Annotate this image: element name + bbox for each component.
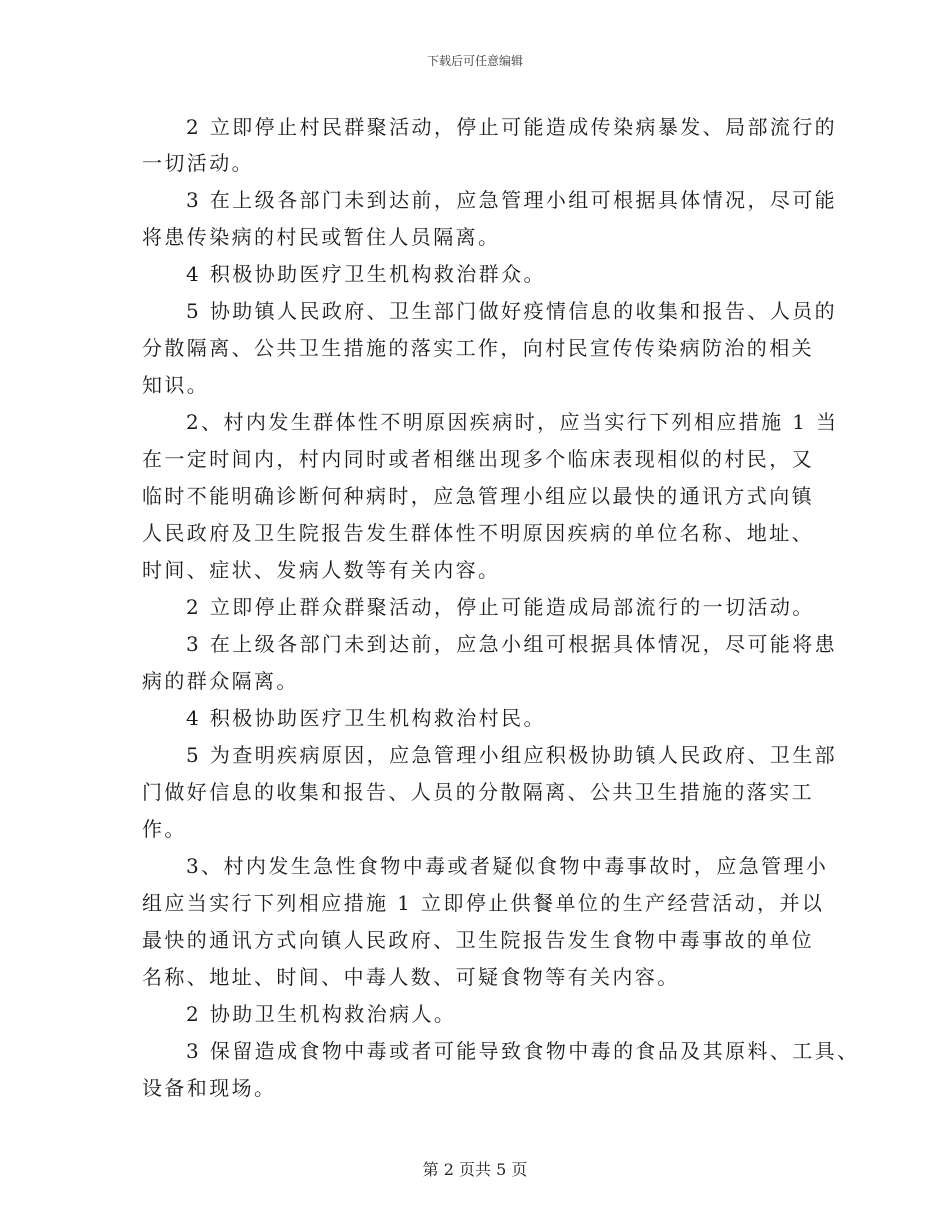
- text-line: 设备和现场。: [142, 1076, 277, 1100]
- text-line: 名称、地址、时间、中毒人数、可疑食物等有关内容。: [142, 965, 680, 989]
- text-line: 3 在上级各部门未到达前，应急小组可根据具体情况，尽可能将患: [186, 632, 838, 656]
- text-line: 知识。: [142, 373, 210, 397]
- text-line: 最快的通讯方式向镇人民政府、卫生院报告发生食物中毒事故的单位: [142, 928, 814, 952]
- text-line: 4 积极协助医疗卫生机构救治村民。: [186, 706, 546, 730]
- page-header: 下载后可任意编辑: [426, 54, 523, 68]
- text-line: 病的群众隔离。: [142, 669, 299, 693]
- text-line: 2 立即停止村民群聚活动，停止可能造成传染病暴发、局部流行的: [186, 115, 838, 139]
- text-line: 5 为查明疾病原因，应急管理小组应积极协助镇人民政府、卫生部: [186, 743, 838, 767]
- text-line: 作。: [142, 817, 187, 841]
- text-line: 2、村内发生群体性不明原因疾病时，应当实行下列相应措施 1 当: [186, 410, 839, 434]
- text-line: 3 保留造成食物中毒或者可能导致食物中毒的食品及其原料、工具、: [186, 1039, 860, 1063]
- text-line: 一切活动。: [142, 151, 254, 175]
- text-line: 4 积极协助医疗卫生机构救治群众。: [186, 262, 546, 286]
- text-line: 3、村内发生急性食物中毒或者疑似食物中毒事故时，应急管理小: [186, 854, 829, 878]
- text-line: 5 协助镇人民政府、卫生部门做好疫情信息的收集和报告、人员的: [186, 299, 838, 323]
- text-line: 人民政府及卫生院报告发生群体性不明原因疾病的单位名称、地址、: [142, 521, 814, 545]
- text-line: 在一定时间内，村内同时或者相继出现多个临床表现相似的村民，又: [142, 447, 814, 471]
- page-footer: 第 2 页共 5 页: [422, 1160, 528, 1179]
- text-line: 2 立即停止群众群聚活动，停止可能造成局部流行的一切活动。: [186, 595, 815, 619]
- text-line: 时间、症状、发病人数等有关内容。: [142, 558, 501, 582]
- text-line: 临时不能明确诊断何种病时，应急管理小组应以最快的通讯方式向镇: [142, 484, 814, 508]
- text-line: 分散隔离、公共卫生措施的落实工作，向村民宣传传染病防治的相关: [142, 336, 814, 360]
- text-line: 将患传染病的村民或暂住人员隔离。: [142, 225, 501, 249]
- text-line: 2 协助卫生机构救治病人。: [186, 1002, 457, 1026]
- text-line: 3 在上级各部门未到达前，应急管理小组可根据具体情况，尽可能: [186, 188, 838, 212]
- text-line: 门做好信息的收集和报告、人员的分散隔离、公共卫生措施的落实工: [142, 780, 814, 804]
- text-line: 组应当实行下列相应措施 1 立即停止供餐单位的生产经营活动，并以: [142, 891, 825, 915]
